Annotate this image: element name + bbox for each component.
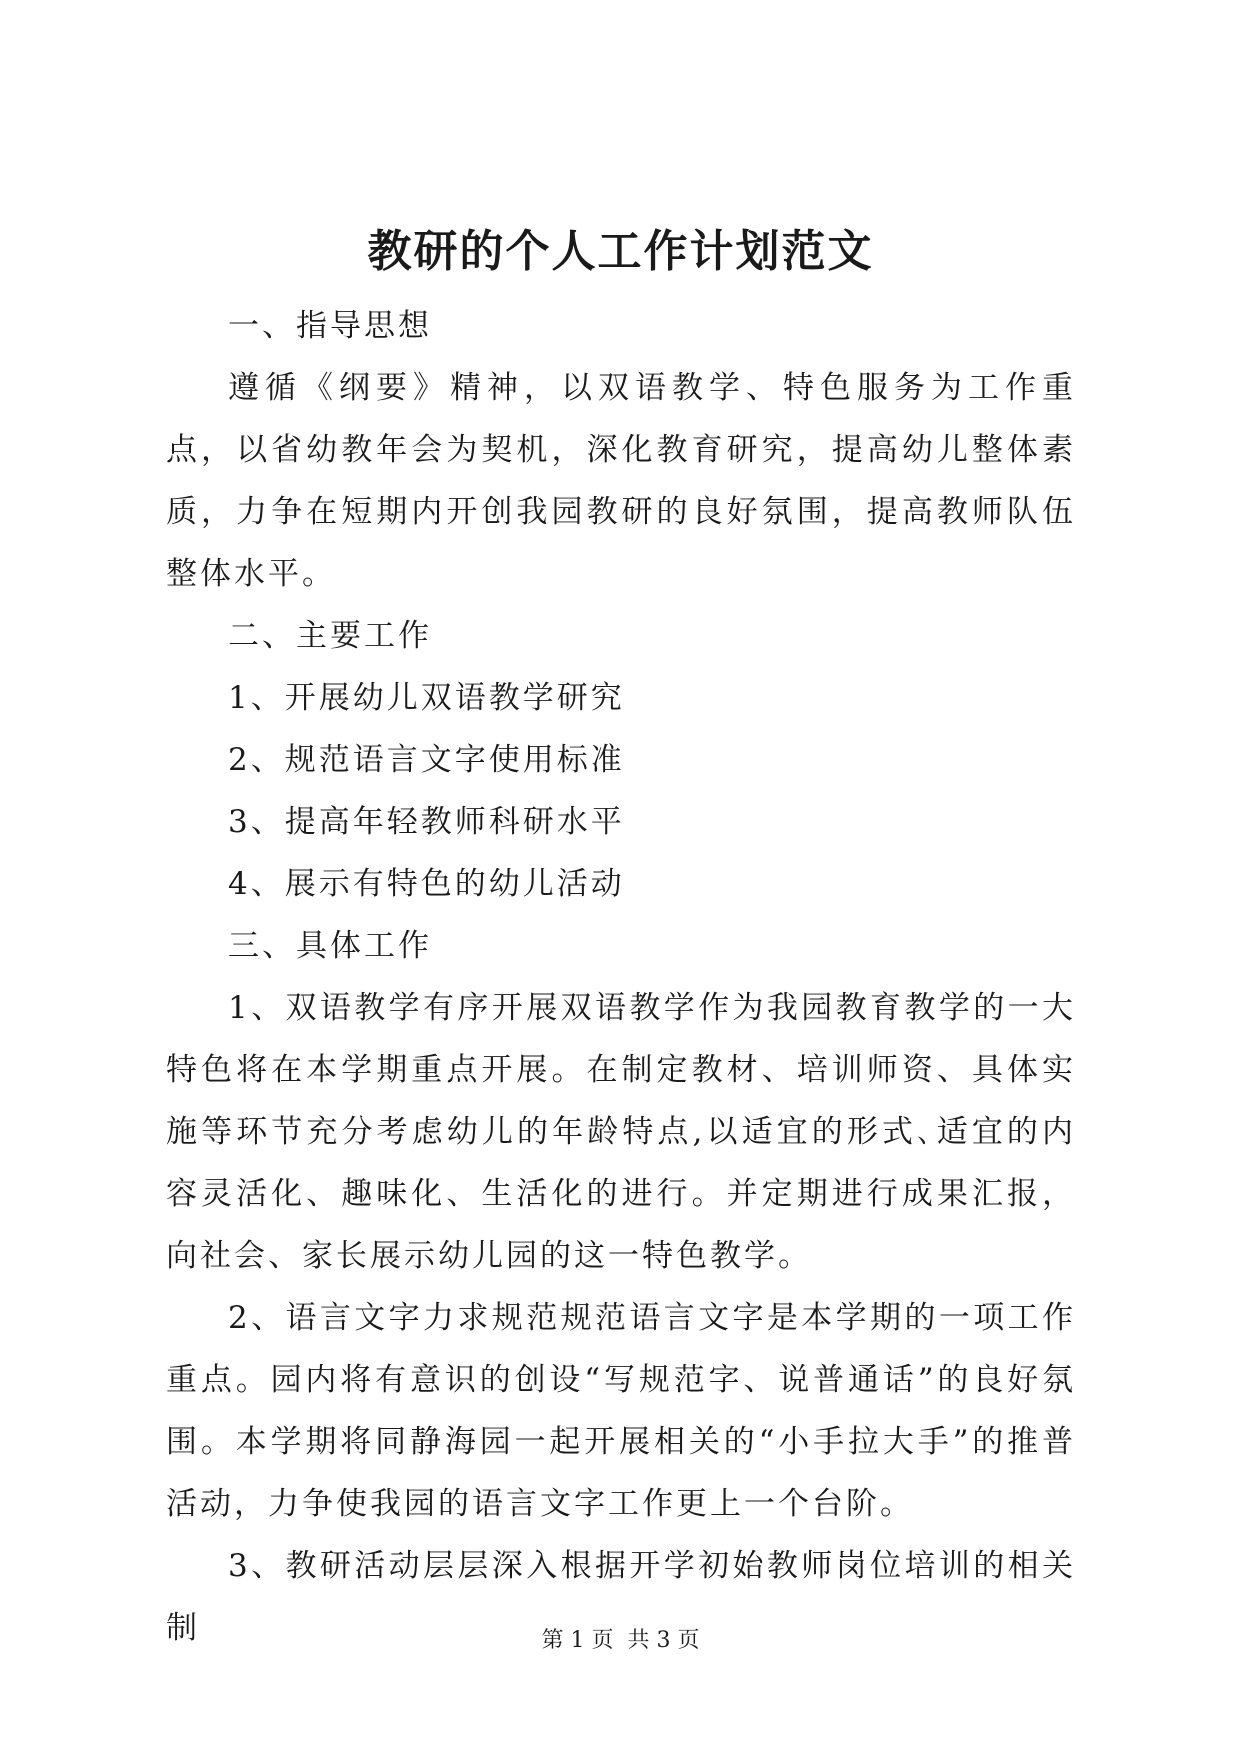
document-title: 教研的个人工作计划范文	[367, 226, 874, 277]
list-item-main-work-1: 1、开展幼儿双语教学研究	[228, 680, 625, 716]
paragraph-teaching-research: 3、教研活动层层深入根据开学初始教师岗位培训的相关制	[166, 1548, 1076, 1646]
section-heading-guiding-idea: 一、指导思想	[228, 308, 432, 344]
paragraph-language-standards: 2、语言文字力求规范规范语言文字是本学期的一项工作重点。园内将有意识的创设“写规范字、说普通话”的良好氛围。本学期将同静海园一起开展相关的“小手拉大手”的推普活动，力争使我园的语言文字工作更上一个台阶。	[166, 1300, 1076, 1522]
page-footer	[0, 1626, 1241, 1656]
document-body	[166, 295, 1076, 1659]
paragraph-guiding-idea: 遵循《纲要》精神，以双语教学、特色服务为工作重点，以省幼教年会为契机，深化教育研究，提高幼儿整体素质，力争在短期内开创我园教研的良好氛围，提高教师队伍整体水平。	[166, 370, 1076, 592]
section-heading-main-work: 二、主要工作	[228, 618, 432, 654]
section-heading-specific-work: 三、具体工作	[228, 928, 432, 964]
list-item-main-work-2: 2、规范语言文字使用标准	[228, 742, 625, 778]
list-item-main-work-3: 3、提高年轻教师科研水平	[228, 804, 625, 840]
list-item-main-work-4: 4、展示有特色的幼儿活动	[228, 866, 625, 902]
page-number-label: 第 1 页 共 3 页	[541, 1628, 700, 1653]
paragraph-bilingual-teaching: 1、双语教学有序开展双语教学作为我园教育教学的一大特色将在本学期重点开展。在制定教材、培训师资、具体实施等环节充分考虑幼儿的年龄特点,以适宜的形式､适宜的内容灵活化、趣味化、生活化的进行。并定期进行成果汇报，向社会、家长展示幼儿园的这一特色教学。	[166, 990, 1076, 1274]
